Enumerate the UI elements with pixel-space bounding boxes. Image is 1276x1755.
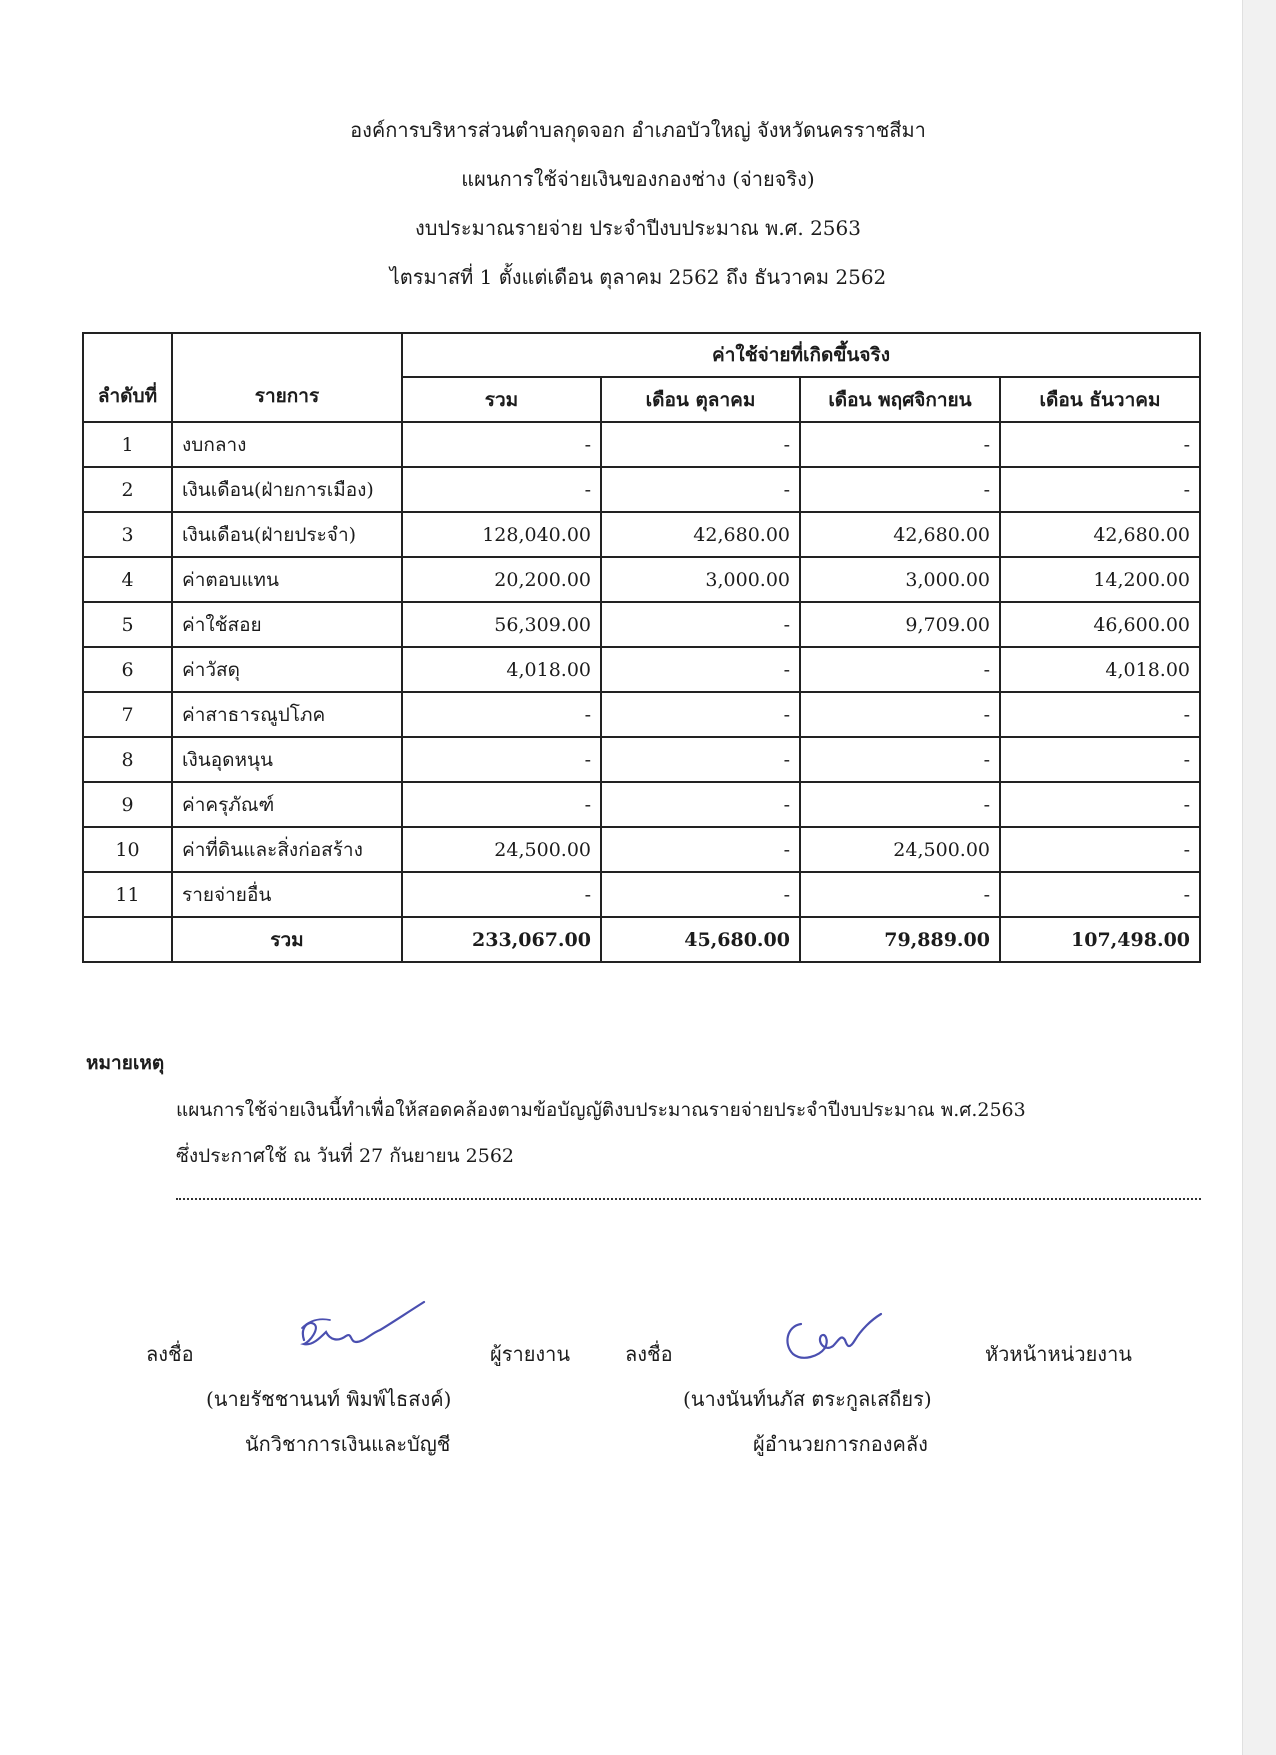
row-november: - [800, 782, 1000, 827]
dotted-line [176, 1198, 1201, 1200]
table-row [83, 512, 1200, 557]
table-row [83, 647, 1200, 692]
column-header-october: เดือน ตุลาคม [601, 377, 800, 422]
row-november: 42,680.00 [800, 512, 1000, 557]
row-october: 3,000.00 [601, 557, 800, 602]
left-signature-image [290, 1298, 430, 1366]
header-plan-title: แผนการใช้จ่ายเงินของกองช่าง (จ่ายจริง) [461, 167, 815, 191]
row-item: เงินอุดหนุน [172, 737, 402, 782]
row-november: - [800, 737, 1000, 782]
document-header [0, 106, 1276, 302]
row-index: 8 [83, 737, 172, 782]
row-index: 3 [83, 512, 172, 557]
row-december: 42,680.00 [1000, 512, 1200, 557]
right-sign-label: ลงชื่อ [625, 1342, 673, 1366]
row-index: 9 [83, 782, 172, 827]
row-november: 24,500.00 [800, 827, 1000, 872]
column-header-item: รายการ [172, 333, 402, 422]
row-november: - [800, 422, 1000, 467]
row-total: 4,018.00 [402, 647, 601, 692]
total-row [83, 917, 1200, 962]
row-october: - [601, 467, 800, 512]
column-header-december: เดือน ธันวาคม [1000, 377, 1200, 422]
right-signer-position: ผู้อำนวยการกองคลัง [753, 1432, 928, 1456]
row-total: 24,500.00 [402, 827, 601, 872]
row-total: 20,200.00 [402, 557, 601, 602]
right-signature-image [775, 1310, 885, 1370]
row-total: - [402, 737, 601, 782]
row-item: รายจ่ายอื่น [172, 872, 402, 917]
note-line-1: แผนการใช้จ่ายเงินนี้ทำเพื่อให้สอดคล้องตามข้อบัญญัติงบประมาณรายจ่ายประจำปีงบประมาณ พ.ศ.2563 [176, 1099, 1026, 1121]
row-october: - [601, 827, 800, 872]
table-row [83, 467, 1200, 512]
expense-table [82, 332, 1201, 963]
total-row-november: 79,889.00 [800, 917, 1000, 962]
table-row [83, 737, 1200, 782]
row-item: เงินเดือน(ฝ่ายการเมือง) [172, 467, 402, 512]
row-november: - [800, 647, 1000, 692]
row-december: 14,200.00 [1000, 557, 1200, 602]
row-november: - [800, 692, 1000, 737]
row-october: 42,680.00 [601, 512, 800, 557]
left-sign-label: ลงชื่อ [146, 1342, 194, 1366]
column-header-total: รวม [402, 377, 601, 422]
left-signer-position: นักวิชาการเงินและบัญชี [245, 1432, 451, 1456]
row-item: ค่าวัสดุ [172, 647, 402, 692]
column-header-index: ลำดับที่ [83, 333, 172, 422]
row-october: - [601, 422, 800, 467]
total-row-total: 233,067.00 [402, 917, 601, 962]
row-index: 4 [83, 557, 172, 602]
row-november: 9,709.00 [800, 602, 1000, 647]
row-total: 128,040.00 [402, 512, 601, 557]
row-item: เงินเดือน(ฝ่ายประจำ) [172, 512, 402, 557]
row-total: 56,309.00 [402, 602, 601, 647]
row-december: - [1000, 872, 1200, 917]
table-row [83, 602, 1200, 647]
total-row-label: รวม [172, 917, 402, 962]
table-row [83, 557, 1200, 602]
row-item: งบกลาง [172, 422, 402, 467]
row-item: ค่าใช้สอย [172, 602, 402, 647]
row-november: - [800, 467, 1000, 512]
note-label: หมายเหตุ [86, 1052, 165, 1074]
row-december: 46,600.00 [1000, 602, 1200, 647]
row-index: 6 [83, 647, 172, 692]
column-group-header-actual-expense: ค่าใช้จ่ายที่เกิดขึ้นจริง [402, 333, 1200, 377]
row-index: 7 [83, 692, 172, 737]
note-line-2: ซึ่งประกาศใช้ ณ วันที่ 27 กันยายน 2562 [176, 1145, 515, 1167]
row-index: 1 [83, 422, 172, 467]
row-index: 11 [83, 872, 172, 917]
header-budget-year: งบประมาณรายจ่าย ประจำปีงบประมาณ พ.ศ. 2563 [415, 216, 861, 240]
row-october: - [601, 782, 800, 827]
row-item: ค่าสาธารณูปโภค [172, 692, 402, 737]
row-october: - [601, 602, 800, 647]
table-row [83, 422, 1200, 467]
right-signer-name: (นางนันท์นภัส ตระกูลเสถียร) [683, 1387, 932, 1411]
table-row [83, 827, 1200, 872]
right-role: หัวหน้าหน่วยงาน [985, 1342, 1132, 1366]
row-october: - [601, 692, 800, 737]
table-row [83, 782, 1200, 827]
row-item: ค่าตอบแทน [172, 557, 402, 602]
row-total: - [402, 872, 601, 917]
header-organization: องค์การบริหารส่วนตำบลกุดจอก อำเภอบัวใหญ่ จังหวัดนครราชสีมา [350, 118, 926, 142]
row-item: ค่าที่ดินและสิ่งก่อสร้าง [172, 827, 402, 872]
header-quarter: ไตรมาสที่ 1 ตั้งแต่เดือน ตุลาคม 2562 ถึง ธันวาคม 2562 [389, 265, 887, 289]
row-december: - [1000, 422, 1200, 467]
row-december: - [1000, 737, 1200, 782]
row-december: - [1000, 692, 1200, 737]
row-october: - [601, 737, 800, 782]
left-role: ผู้รายงาน [490, 1342, 571, 1366]
row-index: 10 [83, 827, 172, 872]
row-total: - [402, 422, 601, 467]
table-row [83, 692, 1200, 737]
row-item: ค่าครุภัณฑ์ [172, 782, 402, 827]
row-total: - [402, 692, 601, 737]
total-row-october: 45,680.00 [601, 917, 800, 962]
row-october: - [601, 872, 800, 917]
row-total: - [402, 467, 601, 512]
total-row-index-blank [83, 917, 172, 962]
table-row [83, 872, 1200, 917]
row-december: - [1000, 782, 1200, 827]
row-december: 4,018.00 [1000, 647, 1200, 692]
total-row-december: 107,498.00 [1000, 917, 1200, 962]
row-december: - [1000, 827, 1200, 872]
row-index: 5 [83, 602, 172, 647]
row-november: 3,000.00 [800, 557, 1000, 602]
row-october: - [601, 647, 800, 692]
column-header-november: เดือน พฤศจิกายน [800, 377, 1000, 422]
row-december: - [1000, 467, 1200, 512]
left-signer-name: (นายรัชชานนท์ พิมพ์ไธสงค์) [206, 1387, 452, 1411]
row-index: 2 [83, 467, 172, 512]
row-total: - [402, 782, 601, 827]
row-november: - [800, 872, 1000, 917]
